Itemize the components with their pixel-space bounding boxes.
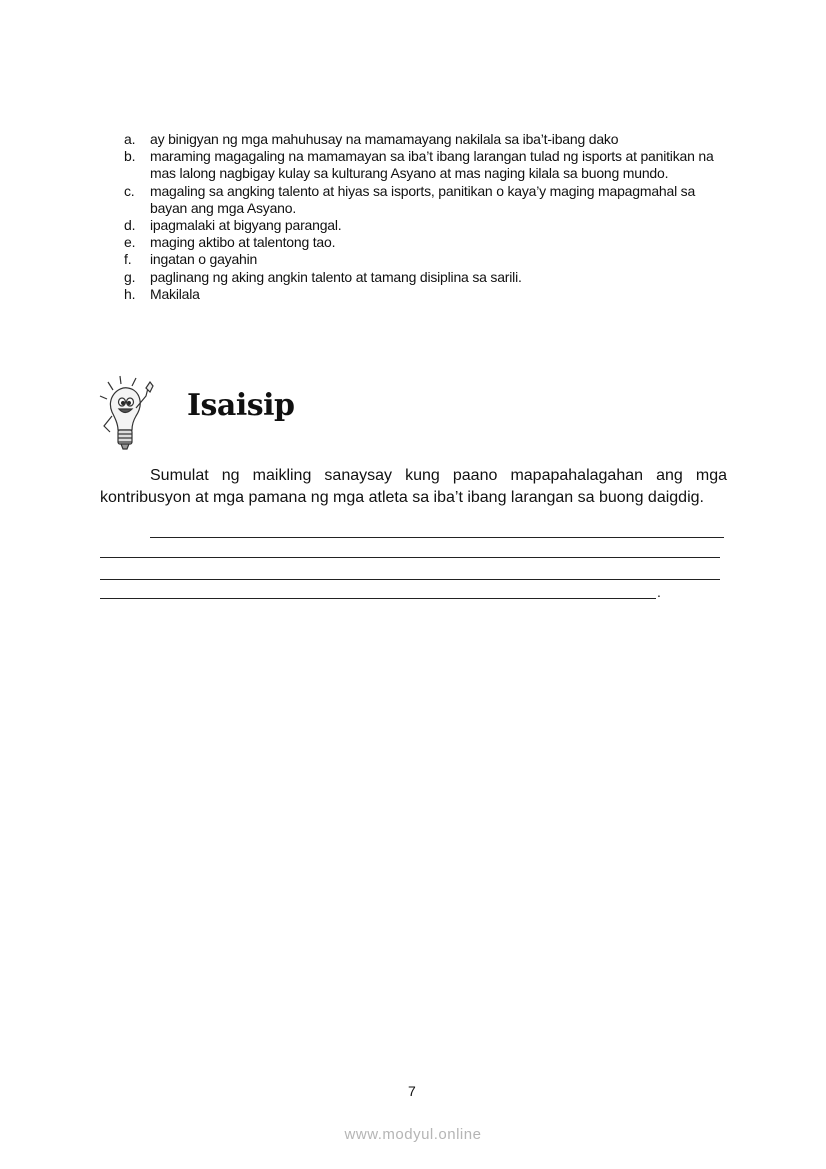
- choice-letter: d.: [124, 217, 136, 234]
- list-item: [124, 234, 734, 251]
- page-number: 7: [408, 1083, 416, 1099]
- lightbulb-mascot-icon: [98, 374, 164, 454]
- choice-letter: b.: [124, 148, 136, 165]
- watermark: www.modyul.online: [344, 1126, 482, 1143]
- list-item: [124, 286, 734, 303]
- choice-text: Makilala: [150, 285, 200, 302]
- list-item: [124, 148, 734, 182]
- choice-text: maging aktibo at talentong tao.: [150, 234, 336, 251]
- answer-line[interactable]: [150, 537, 724, 538]
- list-item: [124, 269, 734, 286]
- list-item: [124, 183, 734, 217]
- list-item: [124, 251, 734, 268]
- choice-text: ay binigyan ng mga mahuhusay na mamamayang nakilala sa iba’t-ibang dako: [150, 131, 619, 147]
- choice-text: ipagmalaki at bigyang parangal.: [150, 217, 342, 234]
- list-item: [124, 131, 734, 148]
- answer-line[interactable]: [100, 579, 720, 580]
- choice-text: magaling sa angking talento at hiyas sa isports, panitikan o kaya’y maging mapagmahal sa bayan ang mga Asyano.: [150, 182, 696, 216]
- answer-line[interactable]: [100, 557, 720, 558]
- choice-letter: e.: [124, 234, 136, 251]
- choice-letter: c.: [124, 182, 135, 199]
- choice-text: paglinang ng aking angkin talento at tamang disiplina sa sarili.: [150, 268, 522, 285]
- list-item: [124, 217, 734, 234]
- choice-letter: g.: [124, 268, 136, 285]
- choice-text: maraming magagaling na mamamayan sa iba’t ibang larangan tulad ng isports at panitikan na mas lalong nagbigay kulay sa kulturang Asyano at mas naging kilala sa buong mundo.: [150, 148, 714, 182]
- choice-letter: a.: [124, 131, 136, 147]
- choice-text: ingatan o gayahin: [150, 251, 258, 268]
- choice-letter: h.: [124, 285, 136, 302]
- instruction-text: Sumulat ng maikling sanaysay kung paano mapapahalagahan ang mga kontribusyon at mga pamana ng mga atleta sa iba’t ibang larangan sa buong daigdig.: [100, 467, 727, 506]
- answer-choices-list: [124, 131, 734, 303]
- instruction-paragraph: [100, 465, 727, 509]
- choice-letter: f.: [124, 251, 132, 268]
- section-title: Isaisip: [187, 388, 295, 423]
- answer-line[interactable]: [100, 598, 656, 599]
- end-period: .: [657, 584, 661, 600]
